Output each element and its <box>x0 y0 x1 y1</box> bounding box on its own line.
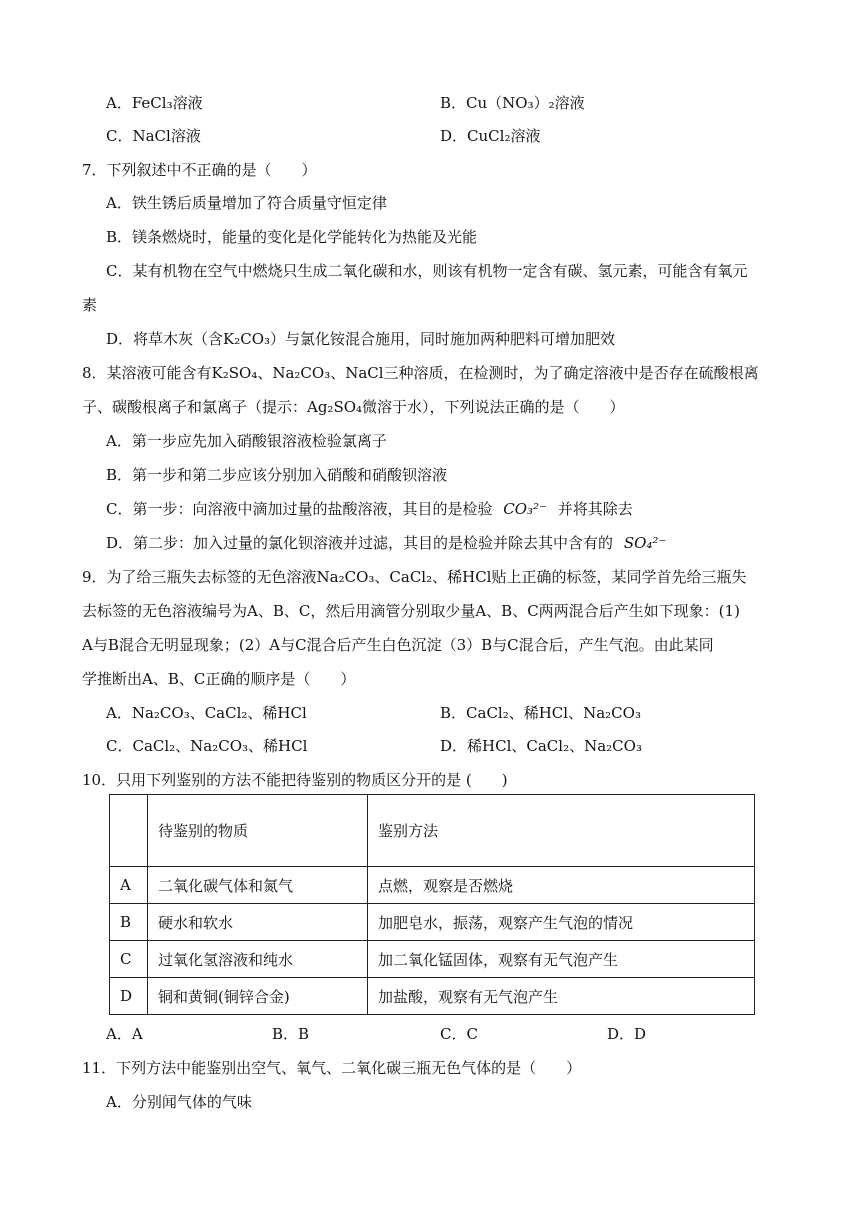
table-cell: 二氧化碳气体和氮气 <box>148 867 368 904</box>
table-cell: D <box>110 978 148 1015</box>
q8-stem-line2: 子、碳酸根离子和氯离子（提示：Ag₂SO₄微溶于水），下列说法正确的是（ ） <box>82 398 625 416</box>
table-cell: 加肥皂水，振荡，观察产生气泡的情况 <box>368 904 755 941</box>
q8-option-c-text: C．第一步：向溶液中滴加过量的盐酸溶液，其目的是检验 <box>106 500 493 518</box>
q9-stem-line1: 9．为了给三瓶失去标签的无色溶液Na₂CO₃、CaCl₂、稀HCl贴上正确的标签，某同学首先给三瓶失 <box>82 568 747 586</box>
table-cell: 加二氧化锰固体，观察有无气泡产生 <box>368 941 755 978</box>
table-header-row <box>110 795 755 867</box>
table-header-cell: 鉴别方法 <box>368 795 755 867</box>
q7-stem: 7．下列叙述中不正确的是（ ） <box>82 161 317 179</box>
q7-option-a: A．铁生锈后质量增加了符合质量守恒定律 <box>106 194 387 212</box>
table-row <box>110 867 755 904</box>
carbonate-ion-formula: CO₃²⁻ <box>503 500 547 518</box>
q6-option-d: D．CuCl₂溶液 <box>440 127 541 145</box>
table-cell: C <box>110 941 148 978</box>
table-header-cell <box>110 795 148 867</box>
q9-option-a: A．Na₂CO₃、CaCl₂、稀HCl <box>106 704 307 722</box>
table-cell: 铜和黄铜(铜锌合金) <box>148 978 368 1015</box>
q8-option-b: B．第一步和第二步应该分别加入硝酸和硝酸钡溶液 <box>106 466 448 484</box>
table-row <box>110 941 755 978</box>
sulfate-ion-formula: SO₄²⁻ <box>623 534 667 552</box>
q7-option-c-line2: 素 <box>82 296 98 314</box>
q6-option-b: B．Cu（NO₃）₂溶液 <box>440 94 585 112</box>
identification-table <box>109 794 755 1015</box>
q10-option-c: C．C <box>440 1025 478 1043</box>
q6-option-c: C．NaCl溶液 <box>106 127 201 145</box>
table-cell: B <box>110 904 148 941</box>
q10-option-a: A．A <box>106 1025 143 1043</box>
q8-option-c-tail: 并将其除去 <box>557 500 633 518</box>
q7-option-d: D．将草木灰（含K₂CO₃）与氯化铵混合施用，同时施加两种肥料可增加肥效 <box>106 330 616 348</box>
q9-option-b: B．CaCl₂、稀HCl、Na₂CO₃ <box>440 704 641 722</box>
q8-stem-line1: 8．某溶液可能含有K₂SO₄、Na₂CO₃、NaCl三种溶质，在检测时，为了确定溶液中是否存在硫酸根离 <box>82 364 759 382</box>
q8-option-c <box>106 498 633 520</box>
q7-option-c-line1: C．某有机物在空气中燃烧只生成二氧化碳和水，则该有机物一定含有碳、氢元素，可能含有氧元 <box>106 262 748 280</box>
q8-option-d <box>106 532 666 554</box>
q10-option-d: D．D <box>607 1025 647 1043</box>
table-cell: 加盐酸，观察有无气泡产生 <box>368 978 755 1015</box>
q6-option-a: A．FeCl₃溶液 <box>106 94 203 112</box>
q11-option-a: A．分别闻气体的气味 <box>106 1093 252 1111</box>
q9-stem-line2: 去标签的无色溶液编号为A、B、C，然后用滴管分别取少量A、B、C两两混合后产生如下现象：(1) <box>82 602 740 620</box>
table-row <box>110 904 755 941</box>
q9-option-d: D．稀HCl、CaCl₂、Na₂CO₃ <box>440 737 642 755</box>
q8-option-d-text: D．第二步：加入过量的氯化钡溶液并过滤，其目的是检验并除去其中含有的 <box>106 534 614 552</box>
table-cell: 过氧化氢溶液和纯水 <box>148 941 368 978</box>
table-row <box>110 978 755 1015</box>
table-cell: 点燃，观察是否燃烧 <box>368 867 755 904</box>
q10-stem: 10．只用下列鉴别的方法不能把待鉴别的物质区分开的是 ( ) <box>82 771 508 789</box>
q10-option-b: B．B <box>272 1025 310 1043</box>
q9-stem-line3: A与B混合无明显现象；(2）A与C混合后产生白色沉淀（3）B与C混合后，产生气泡。由此某同 <box>82 636 714 654</box>
table-cell: A <box>110 867 148 904</box>
table-header-cell: 待鉴别的物质 <box>148 795 368 867</box>
q9-stem-line4: 学推断出A、B、C正确的顺序是（ ） <box>82 670 356 688</box>
table-cell: 硬水和软水 <box>148 904 368 941</box>
q8-option-a: A．第一步应先加入硝酸银溶液检验氯离子 <box>106 432 387 450</box>
q7-option-b: B．镁条燃烧时，能量的变化是化学能转化为热能及光能 <box>106 228 478 246</box>
q9-option-c: C．CaCl₂、Na₂CO₃、稀HCl <box>106 737 308 755</box>
q11-stem: 11．下列方法中能鉴别出空气、氧气、二氧化碳三瓶无色气体的是（ ） <box>82 1059 582 1077</box>
